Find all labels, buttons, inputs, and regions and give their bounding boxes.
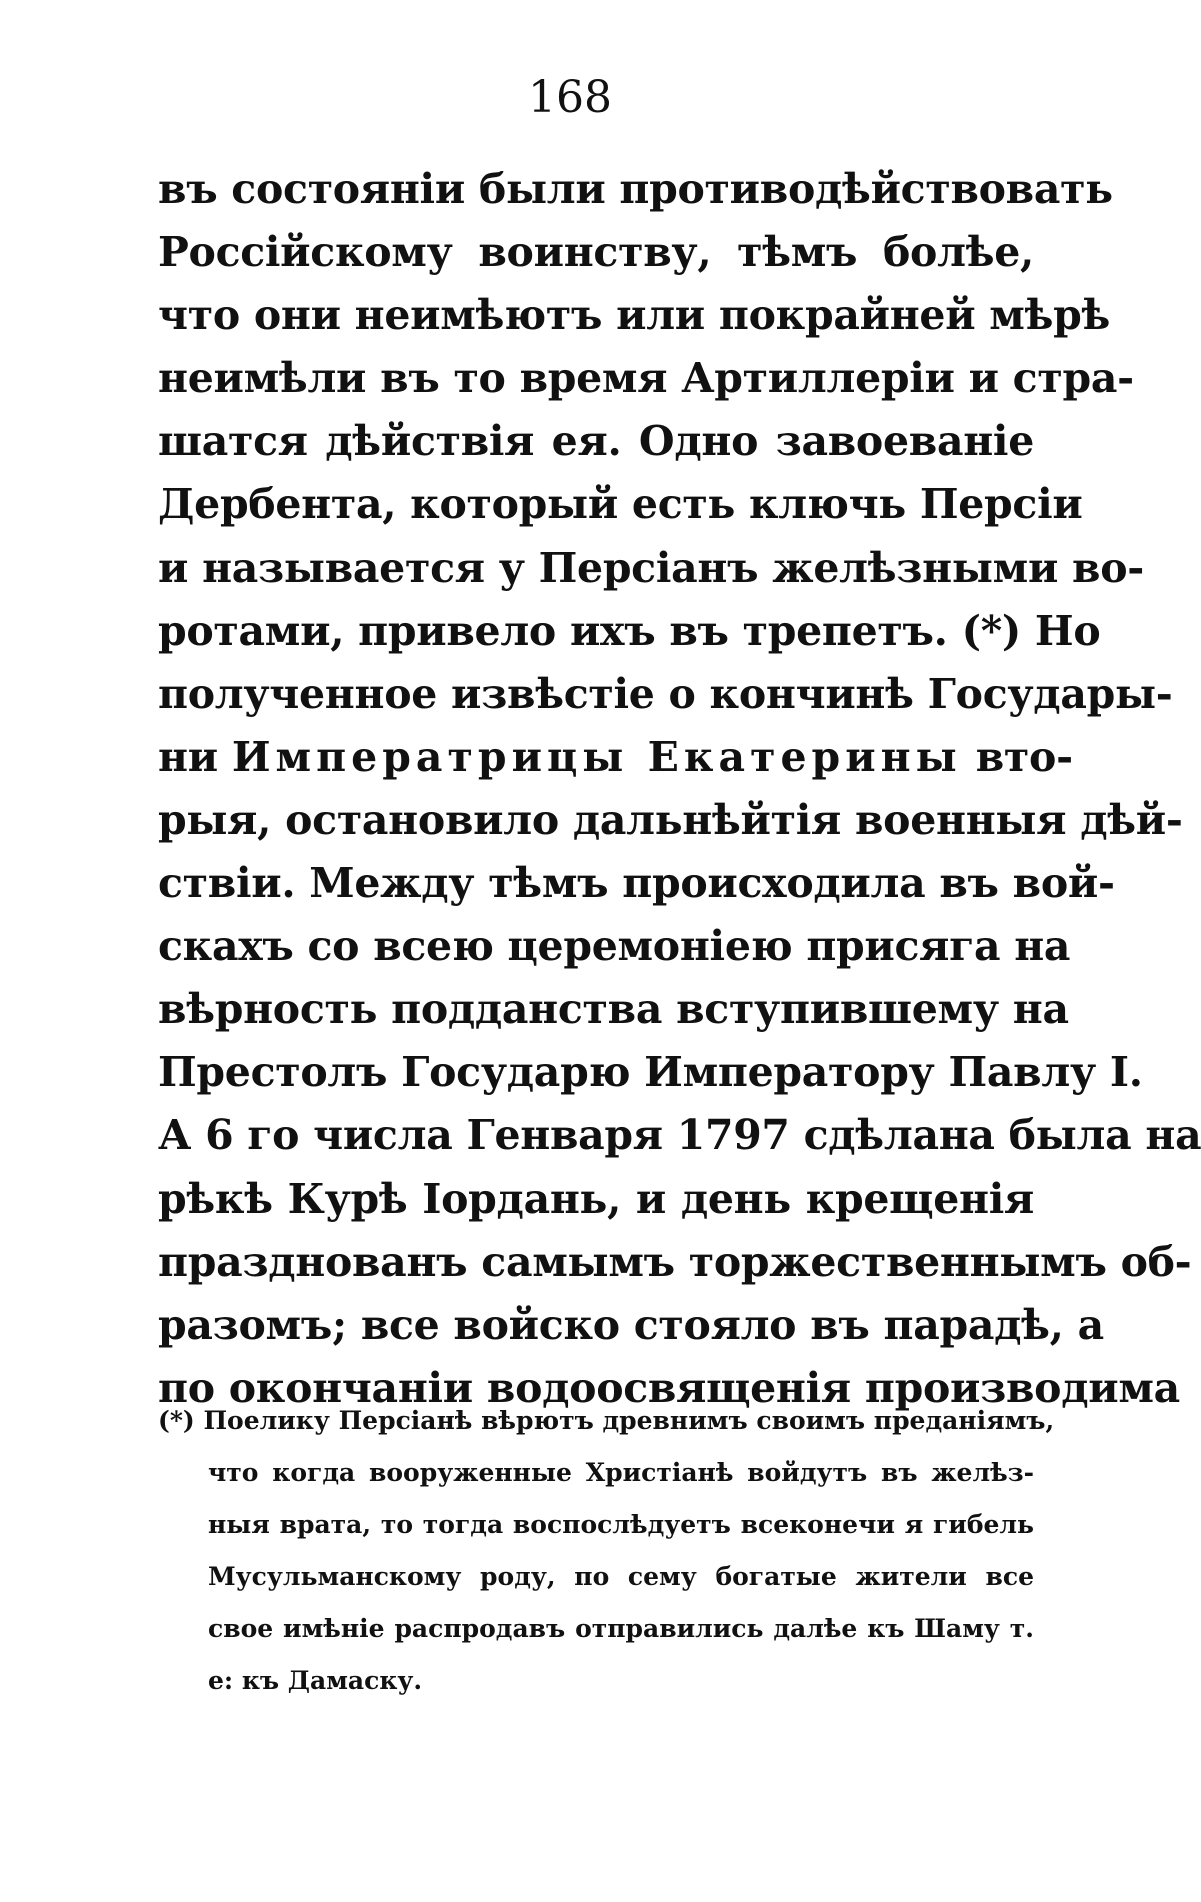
text-line: Дербента, который есть ключь Персіи bbox=[158, 480, 1083, 529]
footnote-line: е: къ Дамаску. bbox=[208, 1666, 423, 1695]
page-number: 168 bbox=[528, 72, 612, 123]
text-line: Престолъ Государю Императору Павлу I. bbox=[158, 1048, 1143, 1097]
text-line: скахъ со всею церемоніею присяга на bbox=[158, 922, 1071, 971]
text-line: полученное извѣстіе о кончинѣ Государы- bbox=[158, 669, 1173, 718]
text-line: вѣрность подданства вступившему на bbox=[158, 985, 1069, 1034]
text-line: Россійскому воинству, тѣмъ болѣе, bbox=[158, 228, 1034, 277]
footnote bbox=[158, 1395, 1055, 1707]
text-line: празднованъ самымъ торжественнымъ об- bbox=[158, 1237, 1192, 1286]
text-line-spaced bbox=[158, 726, 1073, 789]
text-word: ни bbox=[158, 732, 218, 781]
footnote-text: Поелику Персіанѣ вѣрютъ древнимъ своимъ преданіямъ, bbox=[203, 1406, 1055, 1435]
spaced-title: Императрицы Екатерины bbox=[231, 732, 962, 781]
text-line: ротами, привело ихъ въ трепетъ. (*) Но bbox=[158, 606, 1101, 655]
text-line: и называется у Персіанъ желѣзными во- bbox=[158, 543, 1144, 592]
text-line: рыя, остановило дальнѣйтія военныя дѣй- bbox=[158, 795, 1183, 844]
text-line: ствіи. Между тѣмъ происходила въ вой- bbox=[158, 859, 1115, 908]
text-line: шатся дѣйствія ея. Одно завоеваніе bbox=[158, 417, 1034, 466]
footnote-line: свое имѣніе распродавъ отправились далѣе къ Шаму т. bbox=[208, 1614, 1034, 1643]
main-text bbox=[158, 158, 1201, 1420]
text-line: неимѣли въ то время Артиллеріи и стра- bbox=[158, 354, 1134, 403]
text-word: вто- bbox=[975, 732, 1073, 781]
footnote-line: Мусульманскому роду, по сему богатые жители все bbox=[208, 1562, 1034, 1591]
footnote-line bbox=[158, 1395, 1055, 1447]
footnote-marker: (*) bbox=[158, 1406, 195, 1435]
text-line: разомъ; все войско стояло въ парадѣ, а bbox=[158, 1300, 1104, 1349]
text-line: А 6 го числа Генваря 1797 сдѣлана была на bbox=[158, 1111, 1201, 1160]
footnote-line: ныя врата, то тогда воспослѣдуетъ всеконечи я гибель bbox=[208, 1510, 1034, 1539]
text-line: что они неимѣютъ или покрайней мѣрѣ bbox=[158, 291, 1111, 340]
footnote-line: что когда вооруженные Христіанѣ войдутъ въ желѣз- bbox=[208, 1458, 1034, 1487]
text-line: въ состояніи были противодѣйствовать bbox=[158, 165, 1113, 213]
text-line: по окончаніи водоосвященія производима bbox=[158, 1363, 1180, 1412]
text-line: рѣкѣ Курѣ Іордань, и день крещенія bbox=[158, 1174, 1034, 1223]
